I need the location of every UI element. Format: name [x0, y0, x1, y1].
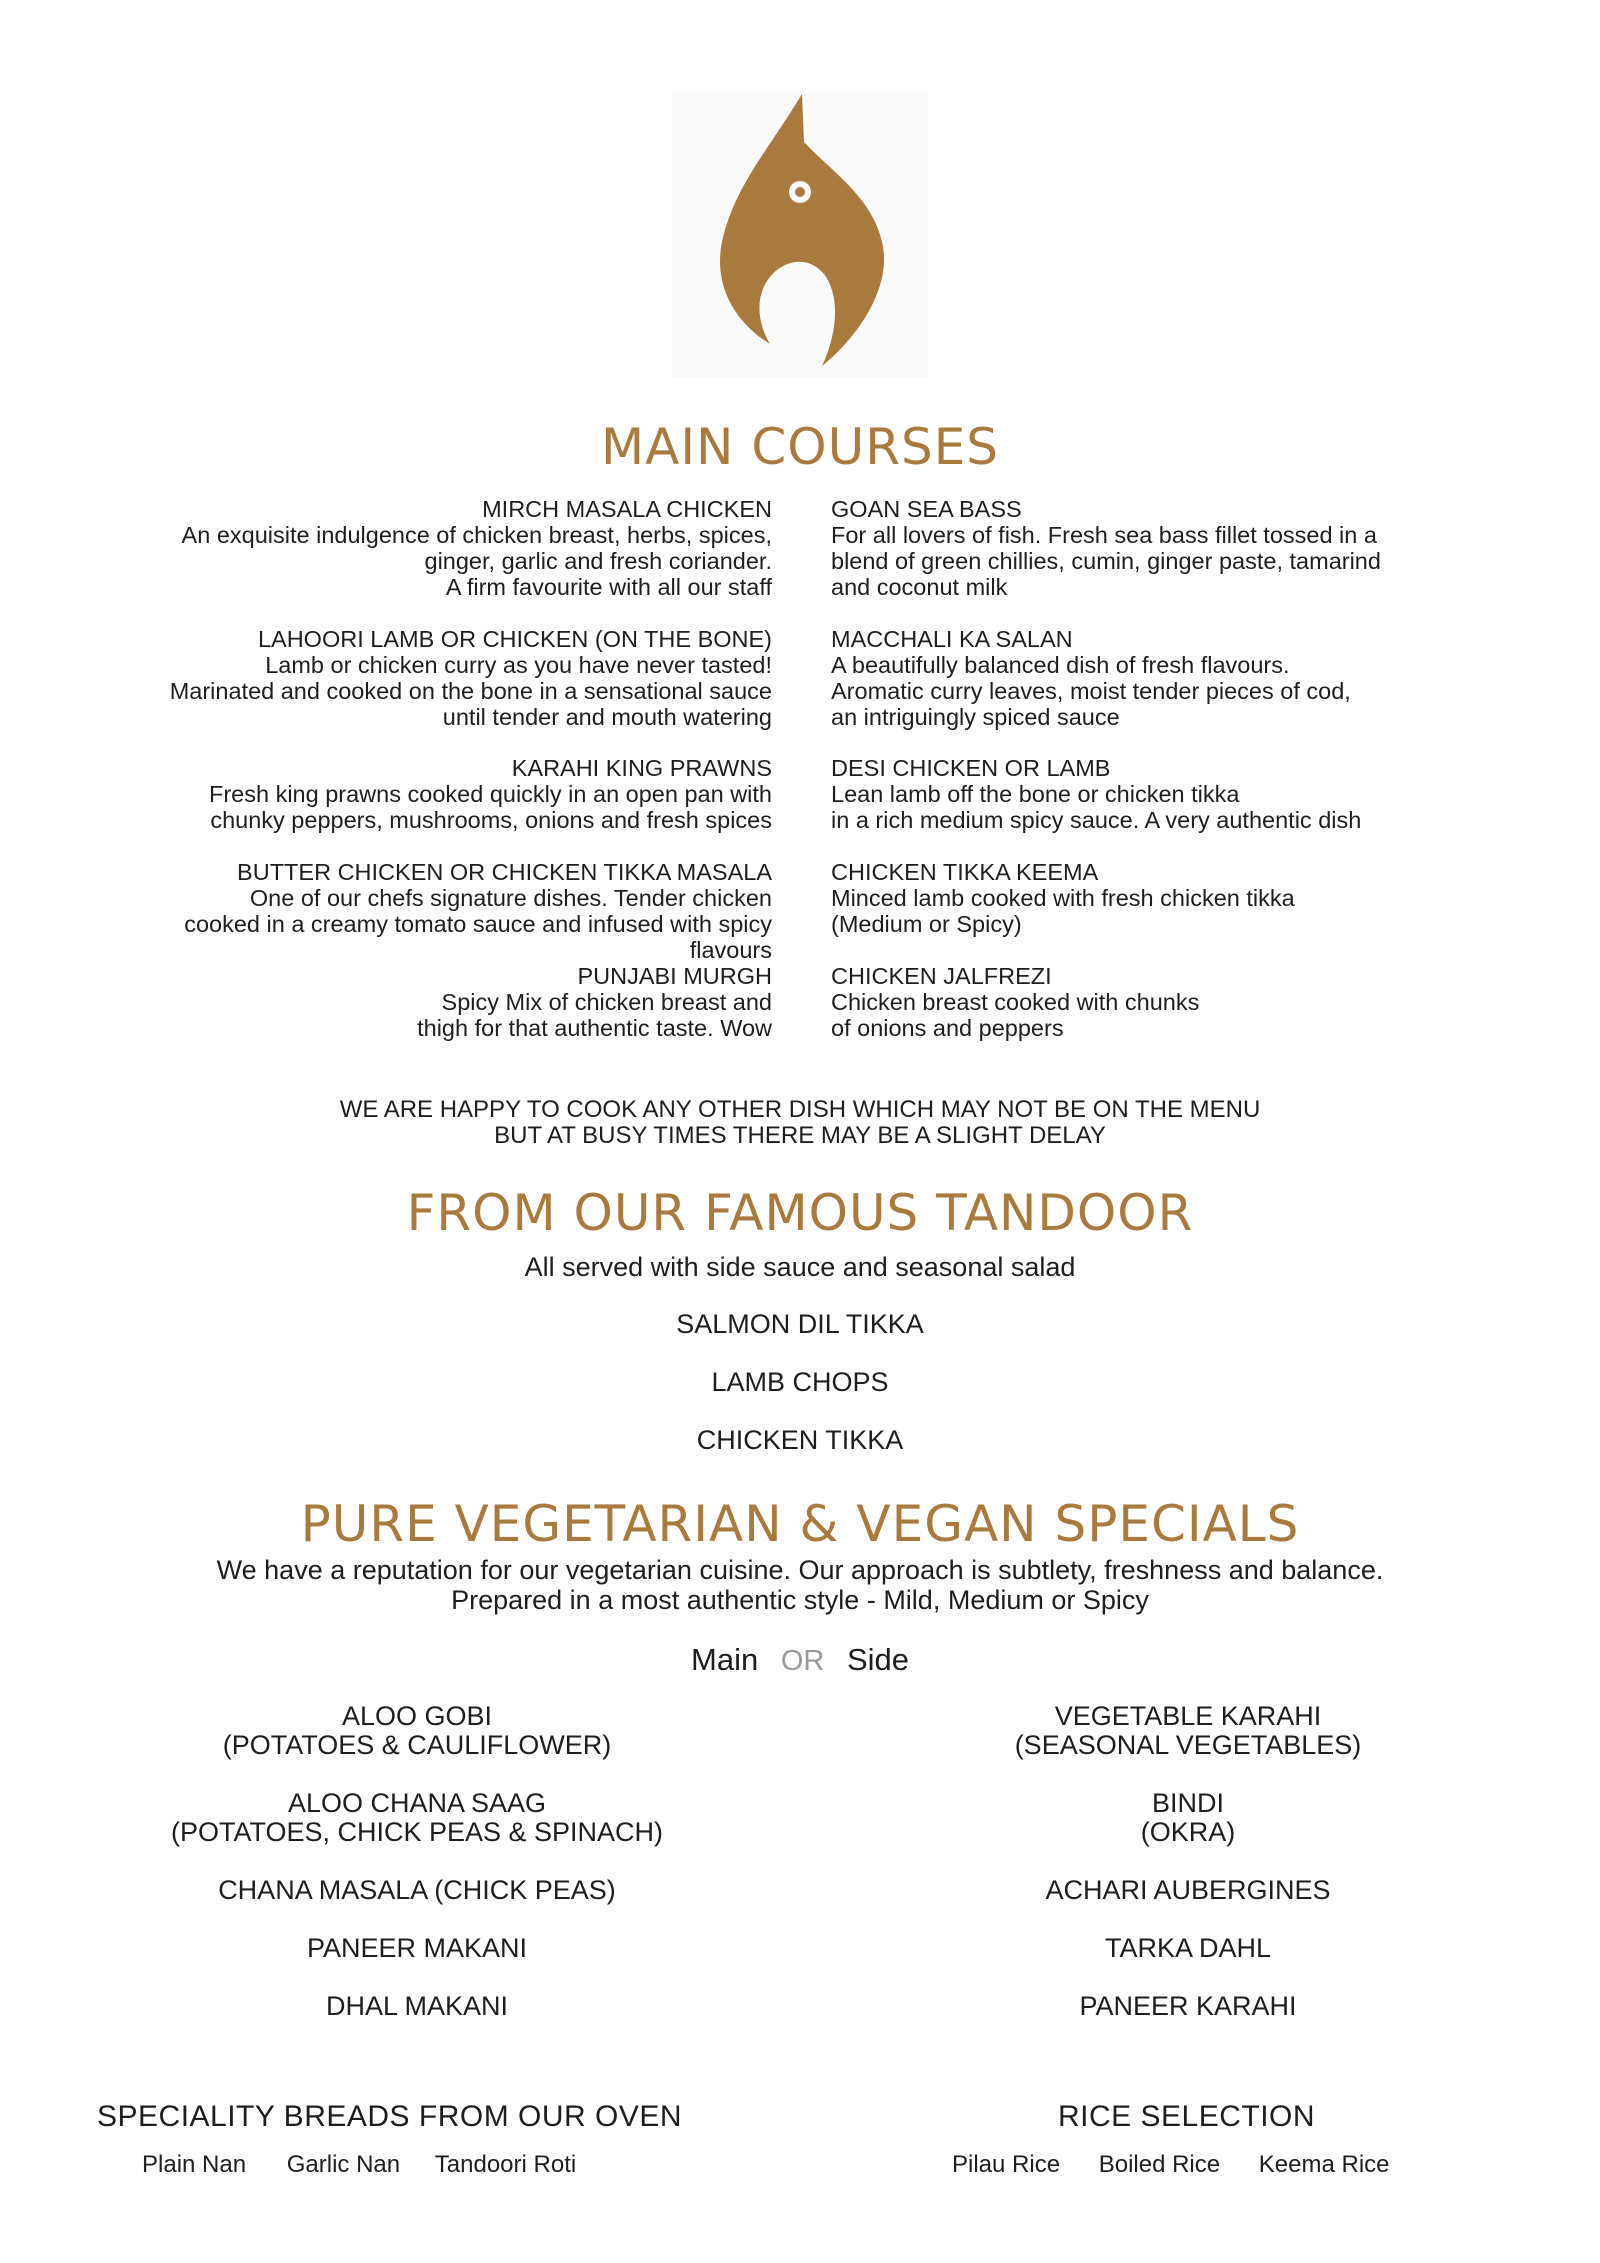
vegetarian-heading: PURE VEGETARIAN & VEGAN SPECIALS: [300, 1495, 1300, 1553]
vegetarian-intro: [0, 1555, 1600, 1615]
veg-dish: DHAL MAKANI: [325, 1991, 509, 2021]
tandoor-item: CHICKEN TIKKA: [696, 1425, 904, 1455]
veg-dish: VEGETABLE KARAHI (SEASONAL VEGETABLES): [1014, 1701, 1362, 1760]
logo: [672, 92, 928, 378]
dish-name: LAHOORI LAMB OR CHICKEN (ON THE BONE): [257, 626, 772, 652]
dish-item: [831, 963, 1531, 1041]
kitchen-note-line: BUT AT BUSY TIMES THERE MAY BE A SLIGHT DELAY: [494, 1122, 1106, 1149]
dish-item: [60, 755, 772, 833]
kitchen-note: [0, 1097, 1600, 1149]
tandoor-heading: FROM OUR FAMOUS TANDOOR: [406, 1184, 1194, 1242]
veg-dish: ACHARI AUBERGINES: [1045, 1875, 1331, 1905]
dish-description: Lamb or chicken curry as you have never tasted! Marinated and cooked on the bone in a sensational sauce until tender and mouth watering: [169, 652, 772, 730]
dish-description: For all lovers of fish. Fresh sea bass fillet tossed in a blend of green chillies, cumin, ginger paste, tamarind and coconut milk: [831, 522, 1381, 600]
main-courses-heading: MAIN COURSES: [600, 418, 1000, 476]
vegetarian-intro-line: Prepared in a most authentic style - Mild, Medium or Spicy: [451, 1585, 1149, 1615]
veg-dish: PANEER KARAHI: [1079, 1991, 1297, 2021]
dish-name: MIRCH MASALA CHICKEN: [482, 496, 772, 522]
dish-item: [60, 496, 772, 600]
dish-name: KARAHI KING PRAWNS: [511, 755, 772, 781]
portion-options: [0, 1642, 1600, 1678]
dish-description: Chicken breast cooked with chunks of onions and peppers: [831, 989, 1200, 1041]
dish-item: [60, 626, 772, 730]
dish-description: Spicy Mix of chicken breast and thigh for that authentic taste. Wow: [417, 989, 772, 1041]
dish-item: [831, 626, 1531, 730]
breads-heading: SPECIALITY BREADS FROM OUR OVEN: [97, 2100, 683, 2133]
option-main: Main: [691, 1642, 759, 1677]
dish-name: BUTTER CHICKEN OR CHICKEN TIKKA MASALA: [237, 859, 772, 885]
dish-description: Minced lamb cooked with fresh chicken tikka (Medium or Spicy): [831, 885, 1295, 937]
dish-name: CHICKEN TIKKA KEEMA: [831, 859, 1099, 885]
flame-logo-icon: [672, 92, 928, 378]
dish-description: An exquisite indulgence of chicken breast, herbs, spices, ginger, garlic and fresh coriander. A firm favourite with all our staff: [181, 522, 772, 600]
dish-description: A beautifully balanced dish of fresh flavours. Aromatic curry leaves, moist tender pieces of cod, an intriguingly spiced sauce: [831, 652, 1351, 730]
dish-name: PUNJABI MURGH: [577, 963, 772, 989]
dish-item: [831, 496, 1531, 600]
option-or: OR: [780, 1645, 825, 1677]
dish-description: Fresh king prawns cooked quickly in an open pan with chunky peppers, mushrooms, onions and fresh spices: [208, 781, 772, 833]
tandoor-subtitle: All served with side sauce and seasonal salad: [524, 1252, 1076, 1282]
tandoor-item: LAMB CHOPS: [711, 1367, 889, 1397]
rice-heading: RICE SELECTION: [1058, 2100, 1316, 2133]
bread-item: Tandoori Roti: [434, 2151, 577, 2178]
option-side: Side: [846, 1642, 909, 1677]
rice-item: Boiled Rice: [1098, 2151, 1221, 2178]
dish-item: [831, 755, 1531, 833]
veg-dish: ALOO CHANA SAAG (POTATOES, CHICK PEAS & SPINACH): [170, 1788, 664, 1847]
dish-name: DESI CHICKEN OR LAMB: [831, 755, 1111, 781]
vegetarian-right-column: [868, 1702, 1508, 2032]
veg-dish: PANEER MAKANI: [306, 1933, 528, 1963]
rice-list: [952, 2151, 1390, 2179]
dish-description: One of our chefs signature dishes. Tender chicken cooked in a creamy tomato sauce and infused with spicy flavours: [184, 885, 772, 963]
rice-item: Keema Rice: [1258, 2151, 1390, 2178]
dish-name: GOAN SEA BASS: [831, 496, 1022, 522]
bread-item: Garlic Nan: [286, 2151, 401, 2178]
bread-item: Plain Nan: [142, 2151, 247, 2178]
kitchen-note-line: WE ARE HAPPY TO COOK ANY OTHER DISH WHICH MAY NOT BE ON THE MENU: [339, 1096, 1261, 1123]
dish-item: [831, 859, 1531, 937]
dish-item: [60, 963, 772, 1041]
vegetarian-intro-line: We have a reputation for our vegetarian cuisine. Our approach is subtlety, freshness and balance.: [216, 1555, 1384, 1585]
dish-name: CHICKEN JALFREZI: [831, 963, 1052, 989]
breads-list: [142, 2151, 576, 2179]
veg-dish: TARKA DAHL: [1104, 1933, 1272, 1963]
veg-dish: BINDI (OKRA): [1140, 1788, 1236, 1847]
veg-dish: ALOO GOBI (POTATOES & CAULIFLOWER): [222, 1701, 612, 1760]
rice-item: Pilau Rice: [952, 2151, 1061, 2178]
dish-item: [60, 859, 772, 963]
dish-name: MACCHALI KA SALAN: [831, 626, 1073, 652]
veg-dish: CHANA MASALA (CHICK PEAS): [218, 1875, 616, 1905]
vegetarian-left-column: [97, 1702, 737, 2032]
tandoor-item: SALMON DIL TIKKA: [676, 1309, 924, 1339]
dish-description: Lean lamb off the bone or chicken tikka in a rich medium spicy sauce. A very authentic dish: [831, 781, 1362, 833]
